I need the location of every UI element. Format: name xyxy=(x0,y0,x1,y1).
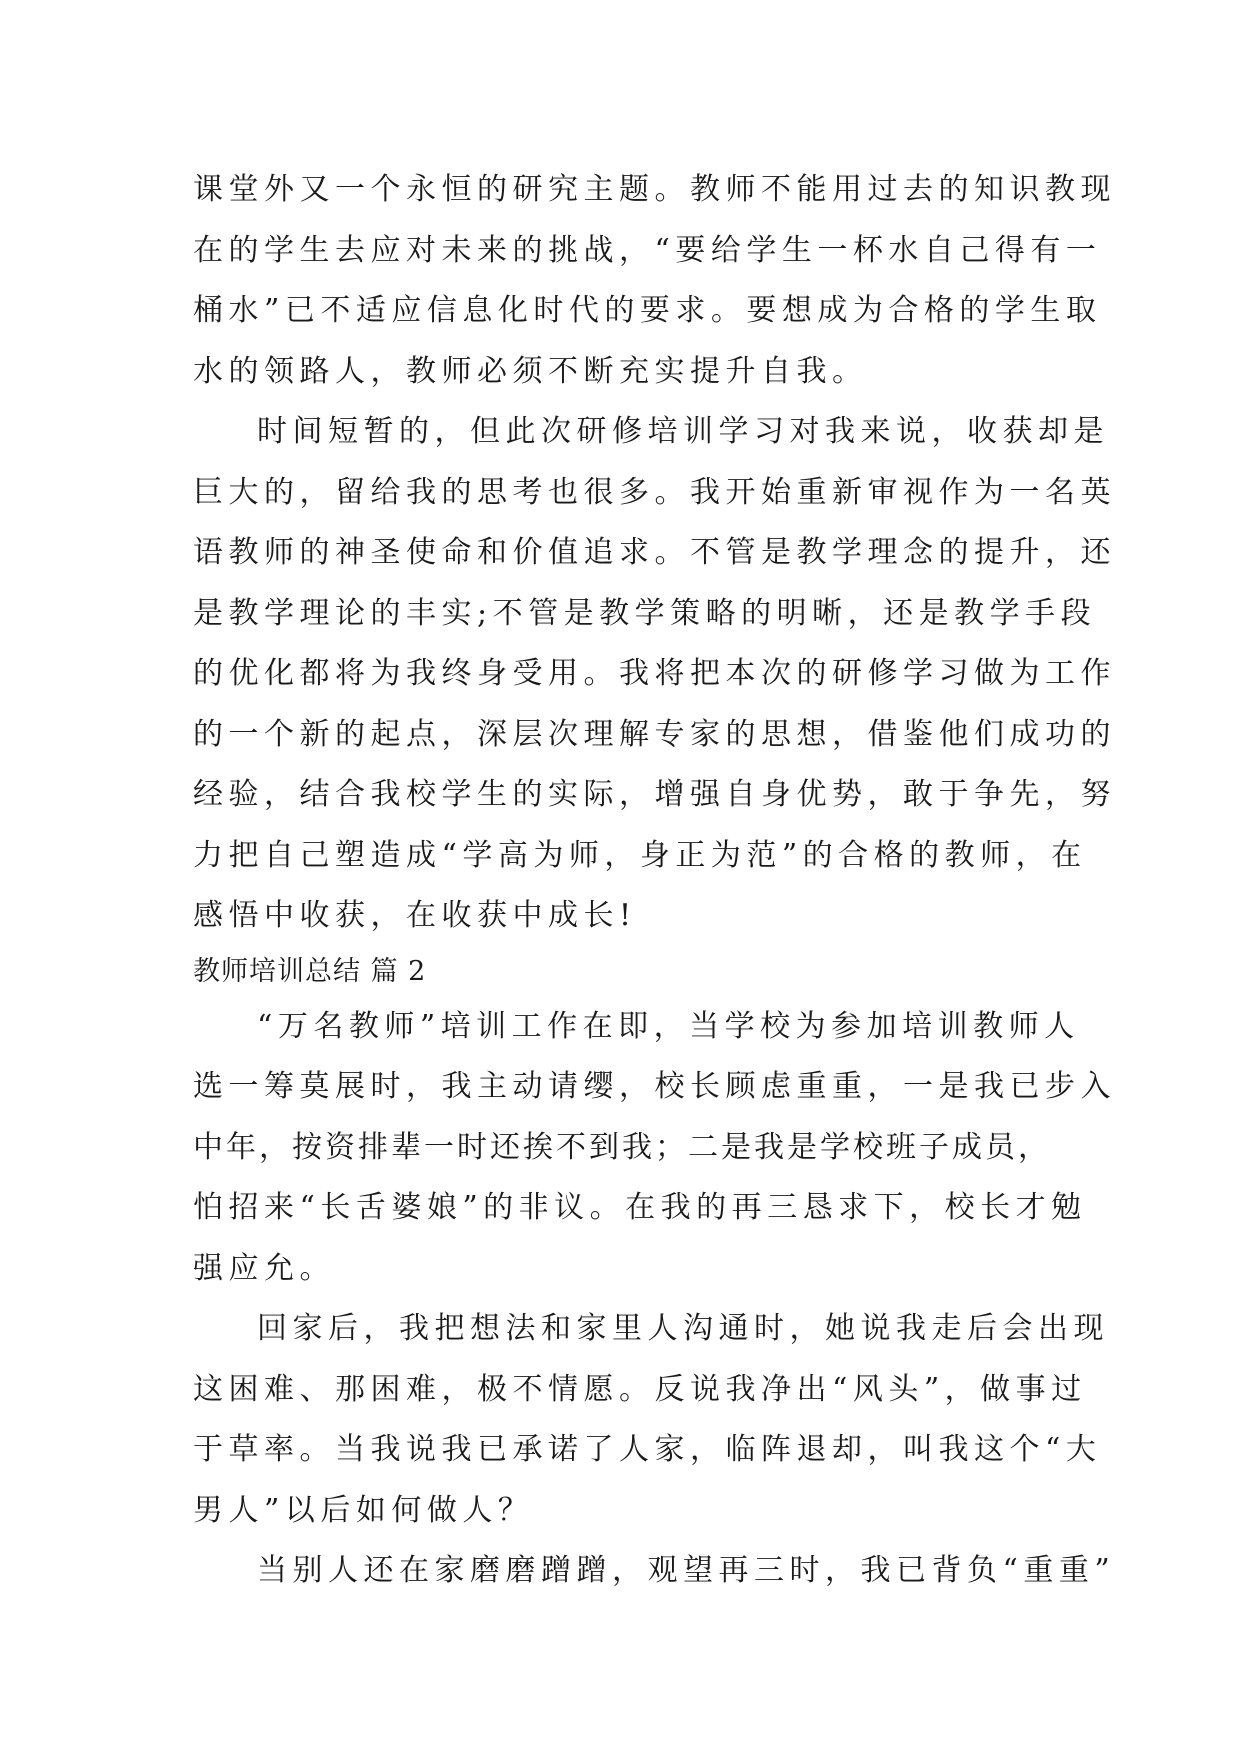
text-line: 是教学理论的丰实;不管是教学策略的明晰，还是教学手段 xyxy=(193,595,1097,631)
section-heading: 教师培训总结 篇 2 xyxy=(193,955,427,987)
text-line: 语教师的神圣使命和价值追求。不管是教学理念的提升，还 xyxy=(193,535,1116,570)
document-body xyxy=(193,160,1116,1602)
paragraph-1 xyxy=(193,160,1116,402)
paragraph-3 xyxy=(193,997,1116,1300)
text-line: 课堂外又一个永恒的研究主题。教师不能用过去的知识教现 xyxy=(193,172,1116,207)
paragraph-4 xyxy=(193,1299,1109,1541)
text-line: 在的学生去应对未来的挑战，“要给学生一杯水自己得有一 xyxy=(193,232,1102,268)
text-line: 桶水”已不适应信息化时代的要求。要想成为合格的学生取 xyxy=(193,293,1102,328)
paragraph-5 xyxy=(193,1541,1116,1602)
text-line: 的优化都将为我终身受用。我将把本次的研修学习做为工作 xyxy=(193,656,1116,691)
text-line: 感悟中收获，在收获中成长! xyxy=(193,898,637,933)
text-line: 中年，按资排辈一时还挨不到我；二是我是学校班子成员， xyxy=(193,1129,1051,1165)
text-line: 怕招来“长舌婆娘”的非议。在我的再三恳求下，校长才勉 xyxy=(193,1190,1087,1225)
text-line: 回家后，我把想法和家里人沟通时，她说我走后会出现 xyxy=(257,1311,1109,1346)
text-line: 巨大的，留给我的思考也很多。我开始重新审视作为一名英 xyxy=(193,474,1116,510)
text-line: 水的领路人，教师必须不断充实提升自我。 xyxy=(193,353,868,389)
text-line: 经验，结合我校学生的实际，增强自身优势，敢于争先，努 xyxy=(193,777,1116,812)
text-line: 时间短暂的，但此次研修培训学习对我来说，收获却是 xyxy=(257,414,1109,449)
paragraph-2 xyxy=(193,402,1116,947)
text-line: 这困难、那困难，极不情愿。反说我净出“风头”，做事过 xyxy=(193,1371,1087,1407)
text-line: 强应允。 xyxy=(193,1250,335,1286)
text-line: 的一个新的起点，深层次理解专家的思想，借鉴他们成功的 xyxy=(193,716,1116,752)
text-line: 于草率。当我说我已承诺了人家，临阵退却，叫我这个“大 xyxy=(193,1432,1102,1467)
text-line: 选一筹莫展时，我主动请缨，校长顾虑重重，一是我已步入 xyxy=(193,1069,1116,1104)
text-line: “万名教师”培训工作在即，当学校为参加培训教师人 xyxy=(257,1008,1080,1044)
text-line: 当别人还在家磨磨蹭蹭，观望再三时，我已背负“重重” xyxy=(257,1553,1116,1588)
text-line: 力把自己塑造成“学高为师，身正为范”的合格的教师，在 xyxy=(193,837,1087,873)
text-line: 男人”以后如何做人？ xyxy=(193,1492,534,1528)
